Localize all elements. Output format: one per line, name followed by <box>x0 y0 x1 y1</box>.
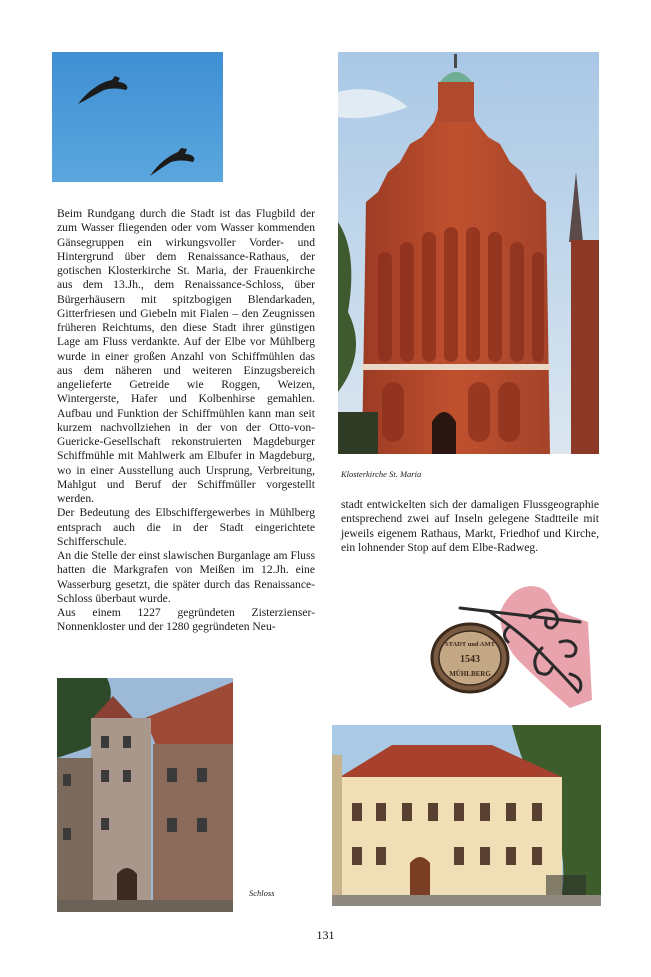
sign-line-2: MÜHLBERG <box>449 670 491 678</box>
town-house-photo <box>332 725 601 906</box>
sign-line-1: STADT und AMT <box>445 641 495 648</box>
page-number: 131 <box>316 928 335 942</box>
castle-caption: Schloss <box>249 888 275 898</box>
church-caption: Klosterkirche St. Maria <box>341 469 422 479</box>
paragraph: An die Stelle der einst slawischen Burganlage am Fluss hatten die Markgrafen von Meißen im 12.Jh. eine Wasserburg gesetzt, die später durch das Renaissance-Schloss überbaut wurde. <box>57 549 315 605</box>
main-text-column <box>57 207 315 635</box>
birds-photo <box>52 52 223 182</box>
paragraph: Aus einem 1227 gegründeten Zisterzienser-Nonnenkloster und der 1280 gegründeten Neu- <box>57 606 315 634</box>
town-sign-image <box>430 582 595 710</box>
continuation-text <box>341 498 599 555</box>
sign-year: 1543 <box>460 654 480 665</box>
church-photo <box>338 52 599 454</box>
paragraph: Der Bedeutung des Elbschiffergewerbes in Mühlberg entsprach auch die in der Stadt eingerichtete Schifferschule. <box>57 506 315 548</box>
paragraph: stadt entwickelten sich der damaligen Flussgeographie entsprechend zwei auf Inseln gelegene Stadtteile mit jeweils eigenem Rathaus, Markt, Friedhof und Kirche, ein lohnender Stop auf dem Elbe-Radweg. <box>341 498 599 554</box>
paragraph: Beim Rundgang durch die Stadt ist das Flugbild der zum Wasser fliegenden oder vom Wasser kommenden Gänsegruppen ein wirkungsvoller Vorder- und Hintergrund über dem Renaissance-Rathaus, der gotischen Klosterkirche St. Maria, der Frauenkirche aus dem 13.Jh., dem Renaissance-Schloss, über Bürgerhäusern mit spitzbogigen Blendarkaden, Gitterfriesen und Giebeln mit Fialen – den Zeugnissen früheren Reichtums, den diese Stadt ihrer günstigen Lage am Fluss verdankte. Auf der Elbe vor Mühlberg wurde in einer großen Anzahl von Schiffmühlen das aus dem näheren und weiteren Einzugsbereich angelieferte Getreide wie Roggen, Weizen, Wintergerste, Hafer und Kolbenhirse gemahlen. Aufbau und Funktion der Schiffmühlen kann man seit kurzem nachvollziehen in der von der Otto-von-Guericke-Gesellschaft rekonstruierten Magdeburger Schiffmühle mit Mahlwerk am Elbufer in Magdeburg, wo in einer Ausstellung auch Ursprung, Verbreitung, Mahlgut und Beruf der Schiffmüller vorgestellt werden. <box>57 207 315 505</box>
castle-photo <box>57 678 233 912</box>
